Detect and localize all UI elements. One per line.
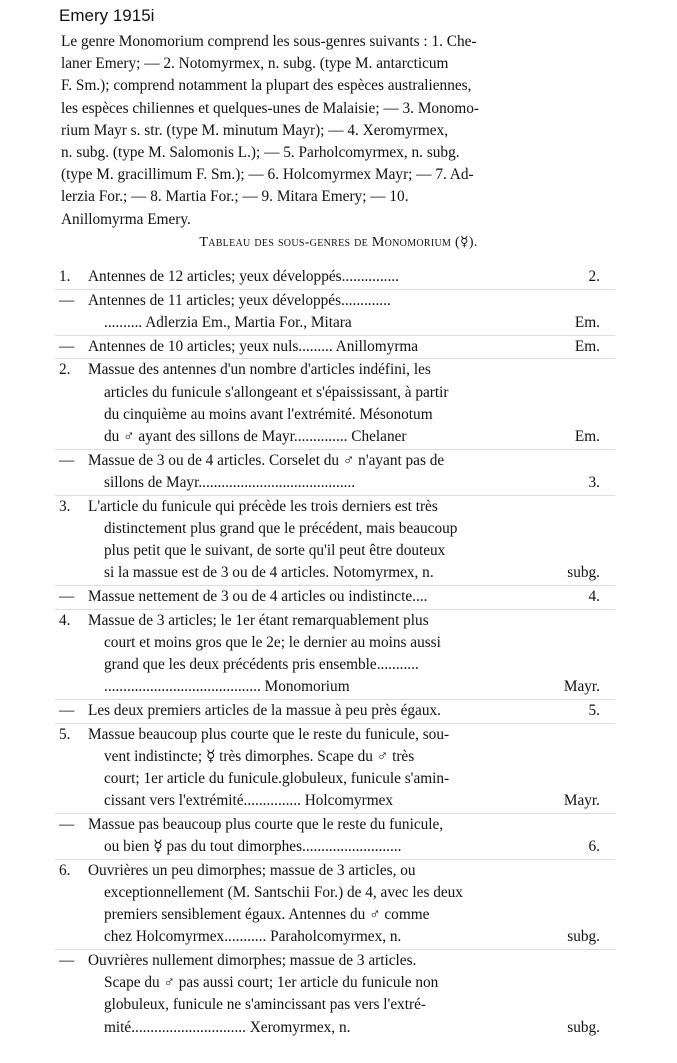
key-row-text: articles du funicule s'allongeant et s'épaississant, à partir	[104, 383, 449, 401]
key-row	[0, 472, 677, 494]
intro-line: les espèces chiliennes et quelques-unes de Malaisie; — 3. Monomo-	[61, 99, 480, 117]
key-row	[0, 632, 677, 654]
key-row-number: 5.	[59, 725, 71, 743]
key-row	[0, 836, 677, 858]
key-row-text: cissant vers l'extrémité............... Holcomyrmex	[104, 792, 394, 810]
key-row-text: chez Holcomyrmex........... Paraholcomyrmex, n.	[104, 928, 402, 946]
key-row	[0, 496, 677, 518]
key-row	[0, 882, 677, 904]
key-row-result: Em.	[574, 337, 600, 355]
key-row-result: subg.	[567, 1018, 600, 1036]
intro-line: n. subg. (type M. Salomonis L.); — 5. Parholcomyrmex, n. subg.	[61, 143, 460, 161]
key-row	[0, 904, 677, 926]
key-row-text: Antennes de 10 articles; yeux nuls......... Anillomyrma	[88, 337, 419, 355]
key-row-text: Massue nettement de 3 ou de 4 articles ou indistincte....	[88, 587, 428, 605]
key-row-number: 2.	[59, 361, 71, 379]
key-row-number: 6.	[59, 861, 71, 879]
key-row	[0, 860, 677, 882]
intro-line: F. Sm.); comprend notamment la plupart des espèces australiennes,	[61, 77, 472, 95]
key-row-text: Scape du ♂ pas aussi court; 1er article du funicule non	[104, 974, 439, 992]
key-row-text: ......................................... Monomorium	[104, 678, 350, 696]
key-row	[0, 540, 677, 562]
intro-line: laner Emery; — 2. Notomyrmex, n. subg. (type M. antarcticum	[61, 55, 449, 73]
key-row-text: distinctement plus grand que le précédent, mais beaucoup	[104, 519, 458, 537]
key-row-result: 5.	[588, 701, 600, 719]
intro-paragraph	[61, 31, 601, 231]
key-row-number: —	[59, 337, 75, 355]
key-row-text: Les deux premiers articles de la massue à peu près égaux.	[88, 701, 441, 719]
key-row-text: si la massue est de 3 ou de 4 articles. Notomyrmex, n.	[104, 564, 434, 582]
intro-line: Anillomyrma Emery.	[61, 210, 191, 228]
key-row-text: exceptionnellement (M. Santschii For.) de 4, avec les deux	[104, 883, 463, 901]
table-title-text: Tableau des sous-genres de Monomorium (☿).	[199, 235, 478, 250]
key-row	[0, 724, 677, 746]
key-row	[0, 950, 677, 972]
key-row-text: Massue des antennes d'un nombre d'articles indéfini, les	[88, 361, 431, 379]
key-row-number: 4.	[59, 611, 71, 629]
key-row	[0, 336, 677, 358]
key-row	[0, 994, 677, 1016]
key-row-number: —	[59, 451, 75, 469]
key-row-result: Mayr.	[563, 678, 600, 696]
key-row	[0, 404, 677, 426]
key-row-text: court et moins gros que le 2e; le dernier au moins aussi	[104, 633, 441, 651]
key-row-result: 4.	[588, 587, 600, 605]
key-row-text: Massue de 3 articles; le 1er étant remarquablement plus	[88, 611, 429, 629]
key-row-text: grand que les deux précédents pris ensemble...........	[104, 655, 419, 673]
key-row	[0, 450, 677, 472]
key-row	[0, 790, 677, 812]
key-row	[0, 359, 677, 381]
key-row-number: —	[59, 291, 75, 309]
key-row	[0, 1017, 677, 1039]
key-row-text: Massue beaucoup plus courte que le reste du funicule, sou-	[88, 725, 450, 743]
key-row-result: Mayr.	[563, 792, 600, 810]
key-row	[0, 926, 677, 948]
key-row-text: Antennes de 12 articles; yeux développés...............	[88, 268, 399, 285]
key-row	[0, 972, 677, 994]
key-row-result: subg.	[567, 928, 600, 946]
key-row-result: subg.	[567, 564, 600, 582]
key-row-text: vent indistincte; ☿ très dimorphes. Scape du ♂ très	[104, 747, 415, 765]
key-row	[0, 290, 677, 312]
key-row-result: 3.	[588, 473, 600, 491]
intro-line: (type M. gracillimum F. Sm.); — 6. Holcomyrmex Mayr; — 7. Ad-	[61, 166, 474, 184]
key-row-text: plus petit que le suivant, de sorte qu'il peut être douteux	[104, 541, 446, 559]
key-row	[0, 768, 677, 790]
key-row-text: ou bien ☿ pas du tout dimorphes..........................	[104, 838, 402, 855]
key-row-text: du cinquième au moins avant l'extrémité. Mésonotum	[104, 405, 433, 423]
table-title	[0, 234, 677, 251]
key-row-text: Ouvrières nullement dimorphes; massue de 3 articles.	[88, 952, 417, 969]
key-row	[0, 814, 677, 836]
document-header: Emery 1915i	[59, 6, 155, 25]
key-row-text: Massue de 3 ou de 4 articles. Corselet du ♂ n'ayant pas de	[88, 451, 445, 469]
intro-line: rium Mayr s. str. (type M. minutum Mayr); — 4. Xeromyrmex,	[61, 121, 449, 139]
key-row-text: du ♂ ayant des sillons de Mayr.............. Chelaner	[104, 427, 407, 445]
key-row-text: Antennes de 11 articles; yeux développés.............	[88, 291, 391, 309]
key-row-text: mité.............................. Xeromyrmex, n.	[104, 1018, 351, 1036]
key-row-result: Em.	[574, 427, 600, 445]
key-row	[0, 382, 677, 404]
key-row-text: court; 1er article du funicule.globuleux, funicule s'amin-	[104, 769, 450, 787]
key-row-text: .......... Adlerzia Em., Martia For., Mitara	[104, 313, 352, 331]
key-row-number: —	[59, 815, 75, 833]
key-row-number: —	[59, 701, 75, 719]
key-row-result: Em.	[574, 313, 600, 331]
key-row-text: premiers sensiblement égaux. Antennes du ♂ comme	[104, 906, 430, 924]
key-row-text: Ouvrières un peu dimorphes; massue de 3 articles, ou	[88, 861, 416, 879]
key-row	[0, 610, 677, 632]
key-row-text: sillons de Mayr.........................................	[104, 473, 356, 491]
key-row-number: 1.	[59, 268, 71, 285]
key-row-text: Massue pas beaucoup plus courte que le reste du funicule,	[88, 815, 444, 833]
key-row	[0, 562, 677, 584]
key-row-number: —	[59, 952, 75, 969]
key-row	[0, 312, 677, 334]
key-row-result: 6.	[588, 838, 600, 855]
key-row-result: 2.	[588, 268, 600, 285]
key-row	[0, 518, 677, 540]
key-row	[0, 700, 677, 722]
key-row	[0, 266, 677, 288]
intro-line: Le genre Monomorium comprend les sous-genres suivants : 1. Che-	[61, 33, 477, 50]
key-row-text: globuleux, funicule ne s'amincissant pas vers l'extré-	[104, 996, 426, 1014]
intro-line: lerzia For.; — 8. Martia For.; — 9. Mitara Emery; — 10.	[61, 188, 409, 206]
key-row-text: L'article du funicule qui précède les trois derniers est très	[88, 497, 438, 515]
key-row	[0, 654, 677, 676]
key-row	[0, 676, 677, 698]
key-row-number: —	[59, 587, 75, 605]
key-row	[0, 746, 677, 768]
key-row-number: 3.	[59, 497, 71, 515]
key-row	[0, 426, 677, 448]
key-row	[0, 586, 677, 608]
